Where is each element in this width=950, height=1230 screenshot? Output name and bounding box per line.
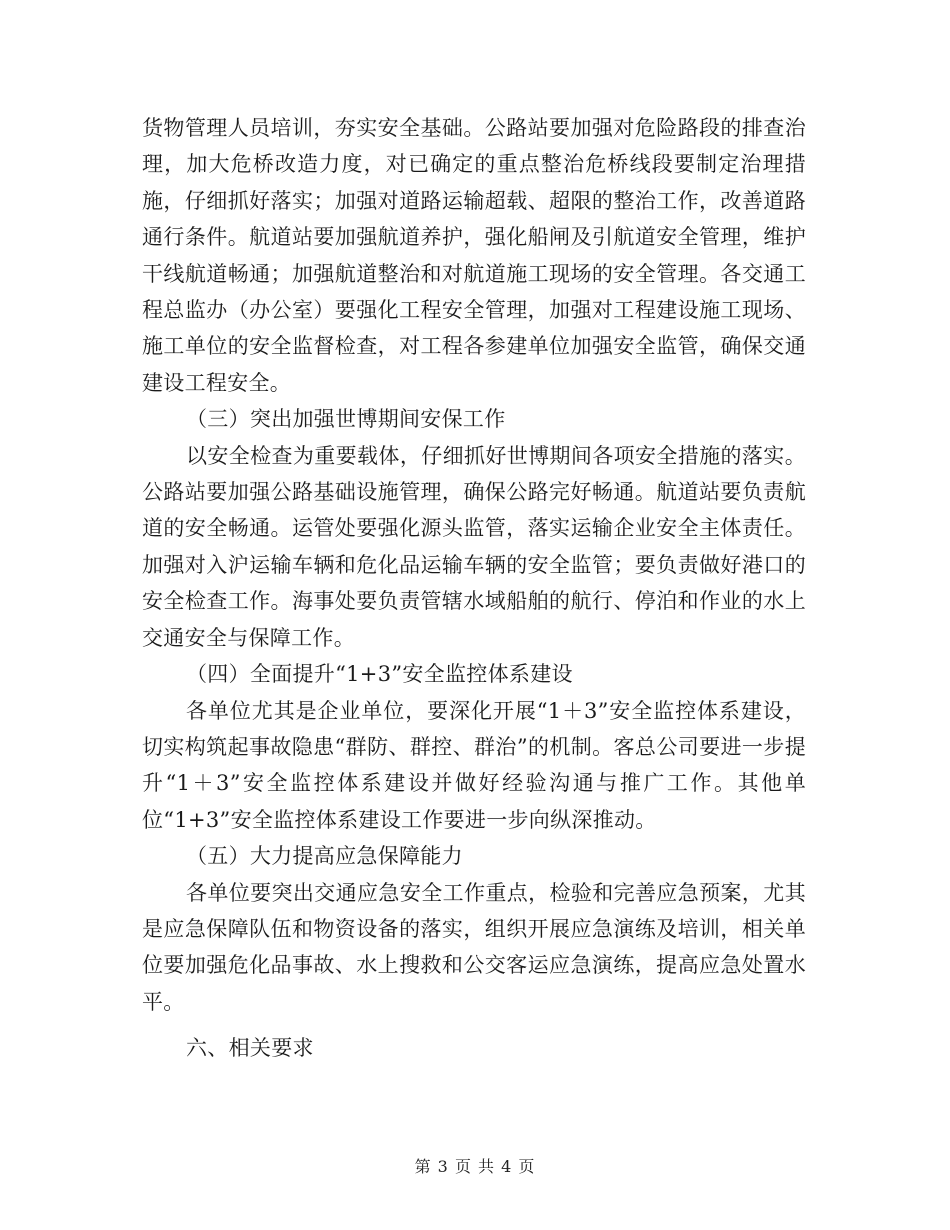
section-heading-4: （四）全面提升“1+3”安全监控体系建设 [186, 662, 573, 687]
section-heading-6: 六、相关要求 [186, 1036, 314, 1061]
paragraph-emergency: 各单位要突出交通应急安全工作重点，检验和完善应急预案，尤其是应急保障队伍和物资设备的落实，组织开展应急演练及培训，相关单位要加强危化品事故、水上搜救和公交客运应急演练，提高应急处置水平。 [142, 880, 806, 1014]
paragraph-continuation: 货物管理人员培训，夯实安全基础。公路站要加强对危险路段的排查治理，加大危桥改造力度，对已确定的重点整治危桥线段要制定治理措施，仔细抓好落实；加强对道路运输超载、超限的整治工作，改善道路通行条件。航道站要加强航道养护，强化船闸及引航道安全管理，维护干线航道畅通；加强航道整治和对航道施工现场的安全管理。各交通工程总监办（办公室）要强化工程安全管理，加强对工程建设施工现场、施工单位的安全监督检查，对工程各参建单位加强安全监管，确保交通建设工程安全。 [142, 116, 806, 395]
section-heading-5: （五）大力提高应急保障能力 [186, 844, 463, 869]
page-footer: 第 3 页 共 4 页 [414, 1157, 536, 1176]
section-heading-3: （三）突出加强世博期间安保工作 [186, 407, 506, 432]
document-body [142, 110, 806, 1067]
paragraph-monitoring-system: 各单位尤其是企业单位，要深化开展“1＋3”安全监控体系建设，切实构筑起事故隐患“群防、群控、群治”的机制。客总公司要进一步提升“1＋3”安全监控体系建设并做好经验沟通与推广工作。其他单位“1+3”安全监控体系建设工作要进一步向纵深推动。 [142, 698, 806, 832]
paragraph-expo-security: 以安全检查为重要载体，仔细抓好世博期间各项安全措施的落实。公路站要加强公路基础设施管理，确保公路完好畅通。航道站要负责航道的安全畅通。运管处要强化源头监管，落实运输企业安全主体责任。加强对入沪运输车辆和危化品运输车辆的安全监管；要负责做好港口的安全检查工作。海事处要负责管辖水域船舶的航行、停泊和作业的水上交通安全与保障工作。 [142, 443, 806, 650]
